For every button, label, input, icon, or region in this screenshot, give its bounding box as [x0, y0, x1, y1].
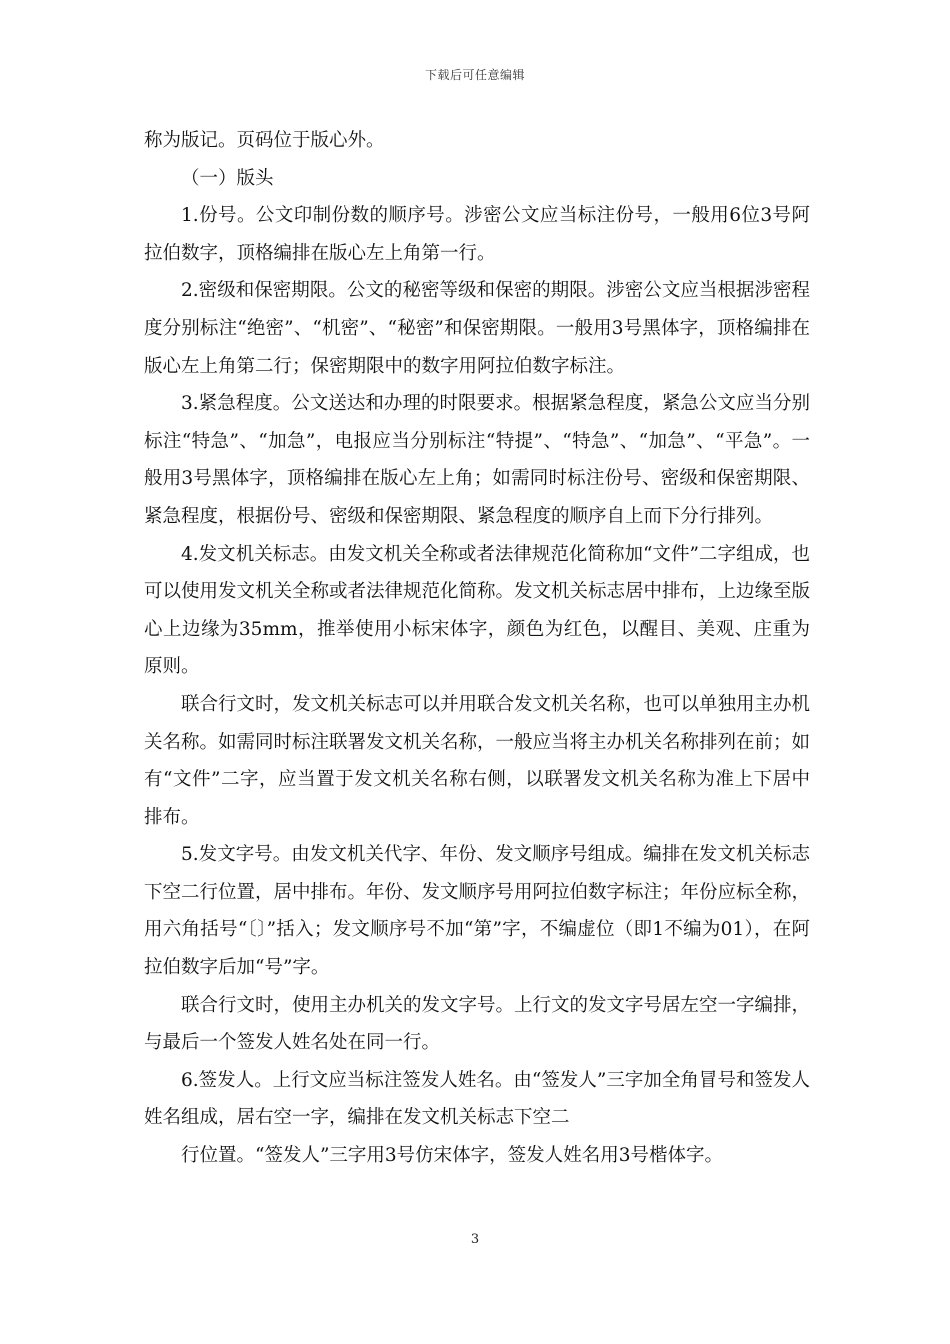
- page-number: 3: [470, 1232, 480, 1247]
- paragraph-issuing-authority-mark: 4.发文机关标志。由发文机关全称或者法律规范化简称加“文件”二字组成，也可以使用发文机关全称或者法律规范化简称。发文机关标志居中排布，上边缘至版心上边缘为35mm，推举使用小标宋体字，颜色为红色，以醒目、美观、庄重为原则。: [144, 543, 811, 678]
- paragraph-security-level: 2.密级和保密期限。公文的秘密等级和保密的期限。涉密公文应当根据涉密程度分别标注“绝密”、“机密”、“秘密”和保密期限。一般用3号黑体字，顶格编排在版心左上角第二行；保密期限中的数字用阿拉伯数字标注。: [144, 280, 810, 377]
- document-body: [144, 122, 810, 1175]
- page-header: 下载后可任意编辑: [424, 68, 525, 82]
- paragraph-joint-issuance-mark: 联合行文时，发文机关标志可以并用联合发文机关名称，也可以单独用主办机关名称。如需同时标注联署发文机关名称，一般应当将主办机关名称排列在前；如有“文件”二字，应当置于发文机关名称右侧，以联署发文机关名称为准上下居中排布。: [144, 693, 811, 828]
- section-heading-banner: （一）版头: [181, 167, 274, 189]
- paragraph-signer-continued: 行位置。“签发人”三字用3号仿宋体字，签发人姓名用3号楷体字。: [181, 1145, 723, 1167]
- paragraph-urgency: 3.紧急程度。公文送达和办理的时限要求。根据紧急程度，紧急公文应当分别标注“特急”、“加急”，电报应当分别标注“特提”、“特急”、“加急”、“平急”。一般用3号黑体字，顶格编排在版心左上角；如需同时标注份号、密级和保密期限、紧急程度，根据份号、密级和保密期限、紧急程度的顺序自上而下分行排列。: [144, 393, 810, 527]
- paragraph-joint-issuance-number: 联合行文时，使用主办机关的发文字号。上行文的发文字号居左空一字编排，与最后一个签发人姓名处在同一行。: [144, 994, 811, 1054]
- paragraph-copy-number: 1.份号。公文印制份数的顺序号。涉密公文应当标注份号，一般用6位3号阿拉伯数字，顶格编排在版心左上角第一行。: [144, 205, 810, 264]
- paragraph-signer: 6.签发人。上行文应当标注签发人姓名。由“签发人”三字加全角冒号和签发人姓名组成，居右空一字，编排在发文机关标志下空二: [144, 1069, 810, 1129]
- paragraph-continuation: 称为版记。页码位于版心外。: [144, 130, 385, 151]
- paragraph-document-number: 5.发文字号。由发文机关代字、年份、发文顺序号组成。编排在发文机关标志下空二行位置，居中排布。年份、发文顺序号用阿拉伯数字标注；年份应标全称，用六角括号“〔〕”括入；发文顺序号不加“第”字，不编虚位（即1不编为01），在阿拉伯数字后加“号”字。: [144, 844, 811, 979]
